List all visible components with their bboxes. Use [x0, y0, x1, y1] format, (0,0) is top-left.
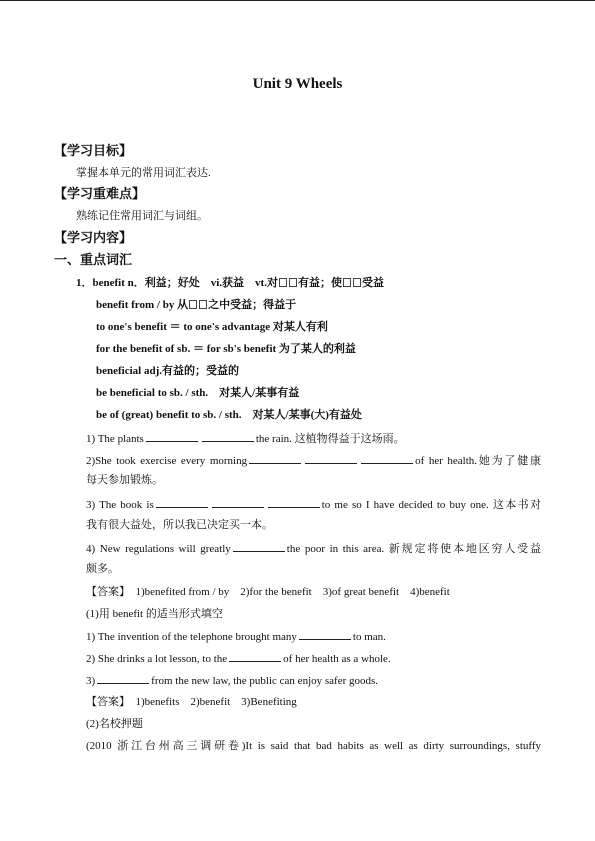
- answer-blank: [361, 453, 413, 464]
- exercise-2: [86, 453, 541, 468]
- answer-blank: [229, 651, 281, 662]
- answer-blank: [268, 497, 320, 508]
- entry-beneficial-adj: beneficial adj.有益的；受益的: [96, 365, 239, 377]
- answer-blank: [202, 431, 254, 442]
- page-title: Unit 9 Wheels: [252, 76, 343, 92]
- fill-exercise-1: [86, 629, 386, 644]
- placeholder-box: [343, 278, 351, 287]
- answer-blank: [97, 673, 149, 684]
- answer-blank: [156, 497, 208, 508]
- placeholder-box: [279, 278, 287, 287]
- exercise-text: 3) The book is: [86, 499, 154, 511]
- exercise-text: the poor in this area. 新规定将使本地区穷人受益: [286, 543, 541, 555]
- entry-text: 之中受益；得益于: [208, 299, 297, 311]
- placeholder-box: [189, 300, 197, 309]
- exercise-text: to me so I have decided to buy one. 这本书对: [321, 499, 541, 511]
- placeholder-box: [289, 278, 297, 287]
- exercise-text: 1) The plants: [86, 433, 144, 445]
- exercise-text: of her health as a whole.: [283, 653, 391, 665]
- answer-blank: [233, 541, 285, 552]
- subsection-fill-in: (1)用 benefit 的适当形式填空: [86, 608, 223, 620]
- exercise-3-continued: 我有很大益处，所以我已决定买一本。: [86, 519, 273, 531]
- exercise-3: [86, 497, 541, 512]
- exercise-text: to man.: [352, 631, 386, 643]
- entry-text: 有益；使: [297, 277, 342, 289]
- answer-blank: [212, 497, 264, 508]
- learning-content-heading: 【学习内容】: [54, 230, 133, 245]
- answer-blank: [249, 453, 301, 464]
- entry-text: 受益: [361, 277, 384, 289]
- exercise-text: 1) The invention of the telephone brought many: [86, 631, 297, 643]
- answer-blank: [146, 431, 198, 442]
- entry-for-the-benefit-of: for the benefit of sb. ＝ for sb's benefit 为了某人的利益: [96, 343, 356, 355]
- key-points-heading: 【学习重难点】: [54, 186, 146, 201]
- entry-benefit-from: [96, 298, 296, 312]
- exercise-4-continued: 颇多。: [86, 563, 119, 575]
- exercise-text: from the new law, the public can enjoy safer goods.: [151, 675, 379, 687]
- fill-exercise-3: [86, 673, 378, 688]
- exercise-text: 2) She drinks a lot lesson, to the: [86, 653, 228, 665]
- exercise-text: 2)She took exercise every morning: [86, 455, 248, 467]
- exercise-1: [86, 431, 405, 446]
- subsection-exam-questions: (2)名校押题: [86, 718, 143, 730]
- exercise-text: of her health.她为了健康: [415, 455, 541, 467]
- exercise-text: 4) New regulations will greatly: [86, 543, 231, 555]
- entry-be-beneficial-to: be beneficial to sb. / sth. 对某人/某事有益: [96, 387, 300, 399]
- fill-exercise-2: [86, 651, 391, 666]
- learning-goal-text: 掌握本单元的常用词汇表达.: [76, 167, 211, 179]
- exercise-4: [86, 541, 541, 556]
- entry-benefit-definition: [76, 276, 384, 290]
- entry-be-of-benefit-to: be of (great) benefit to sb. / sth. 对某人/某事(大)有益处: [96, 409, 362, 421]
- exercise-2-continued: 每天参加锻炼。: [86, 474, 163, 486]
- exercise-text: 3): [86, 675, 96, 687]
- entry-text: benefit from / by 从: [96, 299, 189, 311]
- entry-text: 1．benefit n．利益；好处 vi.获益 vt.对: [76, 277, 278, 289]
- top-border-line: [0, 0, 595, 1]
- key-points-text: 熟练记住常用词汇与词组。: [76, 210, 208, 222]
- entry-to-ones-benefit: to one's benefit ＝ to one's advantage 对某人有利: [96, 321, 328, 333]
- answer-key-1: 【答案】 1)benefited from / by 2)for the benefit 3)of great benefit 4)benefit: [86, 586, 450, 598]
- placeholder-box: [353, 278, 361, 287]
- part-one-heading: 一、重点词汇: [54, 252, 133, 267]
- placeholder-box: [199, 300, 207, 309]
- exercise-text: the rain. 这植物得益于这场雨。: [255, 433, 405, 445]
- answer-blank: [299, 629, 351, 640]
- exam-question-text: (2010 浙江台州高三调研卷)It is said that bad habits as well as dirty surroundings, stuffy: [86, 740, 541, 752]
- answer-key-2: 【答案】 1)benefits 2)benefit 3)Benefiting: [86, 696, 297, 708]
- learning-goal-heading: 【学习目标】: [54, 143, 133, 158]
- answer-blank: [305, 453, 357, 464]
